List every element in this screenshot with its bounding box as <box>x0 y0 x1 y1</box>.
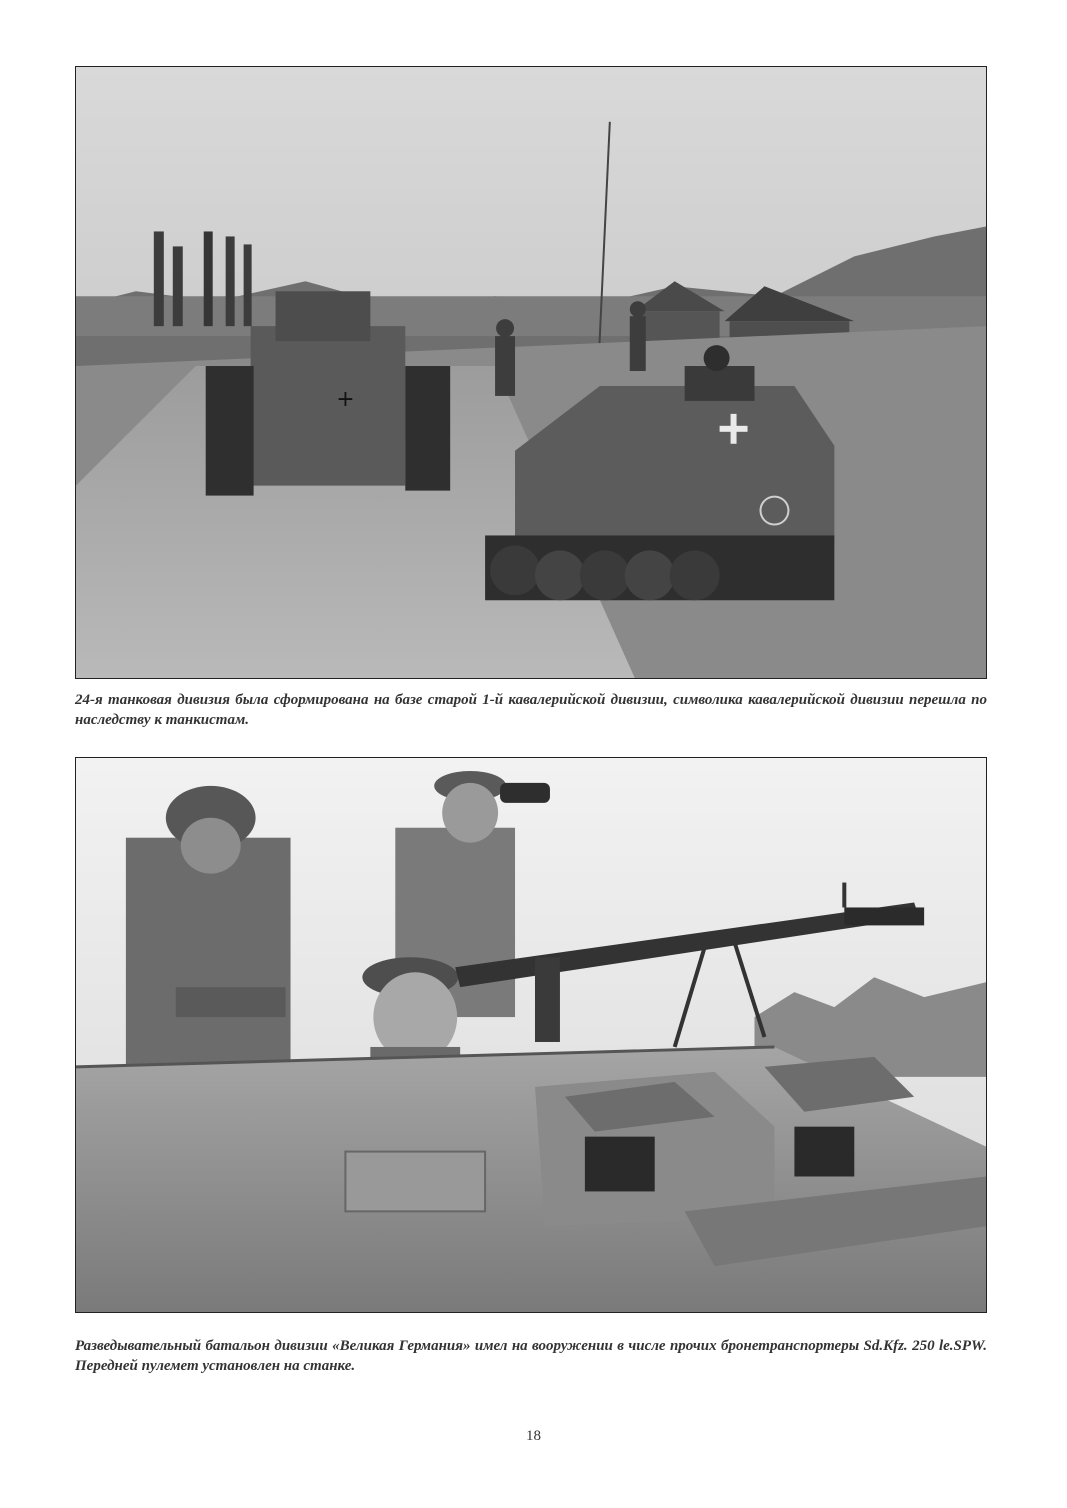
photo-caption: 24-я танковая дивизия была сформирована на базе старой 1-й кавалерийской дивизии, символика кавалерийской дивизии перешла по наследству к танкистам. <box>75 692 987 728</box>
page-number: 18 <box>526 1428 541 1444</box>
photo-caption: Разведывательный батальон дивизии «Великая Германия» имел на вооружении в числе прочих бронетранспортеры Sd.Kfz. 250 le.SPW. Передней пулемет установлен на станке. <box>75 1338 987 1374</box>
photo-halftrack-crew-machine-gun <box>75 757 987 1313</box>
svg-text:+: + <box>336 386 355 412</box>
photo-halftrack-village-road-image <box>76 67 986 678</box>
photo-halftrack-crew-machine-gun-image <box>76 758 986 1312</box>
photo-halftrack-village-road <box>75 66 987 679</box>
